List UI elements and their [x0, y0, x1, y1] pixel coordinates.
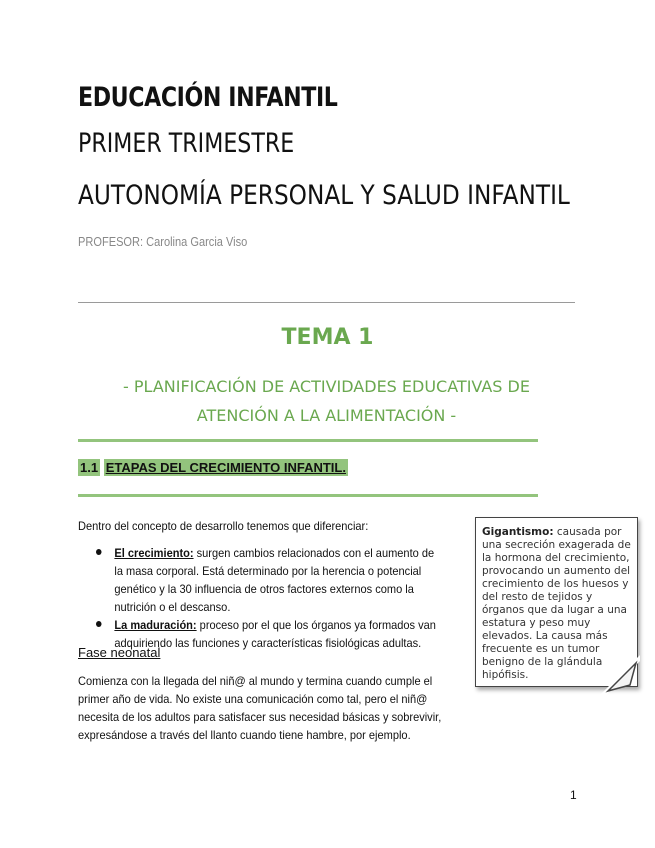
bullet-text: surgen cambios relacionados con el aumento de la masa corporal. Está determinado por la herencia o potencial genético y la 30 influencia de otros factores externos como la nutrición o el descanso. [114, 546, 435, 614]
bullet-term: La maduración: [114, 618, 197, 632]
green-divider-bottom [78, 494, 538, 497]
bullet-term: El crecimiento: [114, 546, 194, 560]
bullet-dot [96, 621, 102, 627]
subject-title: AUTONOMÍA PERSONAL Y SALUD INFANTIL [78, 180, 570, 211]
document-subtitle: PRIMER TRIMESTRE [78, 128, 295, 159]
bullet-dot [96, 549, 102, 555]
green-divider-top [78, 439, 538, 442]
fase-paragraph: Comienza con la llegada del niñ@ al mundo y termina cuando cumple el primer año de vida. No existe una comunicación como tal, pero el niñ@ necesita de los adultos para satisfacer sus necesidad básicas y sobrevivir, expresándose a través del llanto cuando tiene hambre, por ejemplo. [78, 674, 442, 742]
intro-paragraph: Dentro del concepto de desarrollo tenemos que diferenciar: [78, 519, 369, 533]
section-number: 1.1 [80, 460, 99, 475]
tema-title: TEMA 1 [281, 325, 374, 350]
list-item [96, 544, 446, 616]
tema-subtitle-line2: ATENCIÓN A LA ALIMENTACIÓN - [196, 406, 457, 425]
section-title: ETAPAS DEL CRECIMIENTO INFANTIL. [105, 460, 346, 475]
section-heading [78, 460, 348, 475]
professor-line: PROFESOR: Carolina Garcia Viso [78, 234, 248, 249]
note-text: causada por una secreción exagerada de la hormona del crecimiento, provocando un aumento del crecimiento de los huesos y del resto de tejidos y órganos que da lugar a una estatura y peso muy elevados. La causa más frecuente es un tumor benigno de la glándula hipófisis. [482, 526, 631, 681]
bullet-list [96, 544, 446, 652]
tema-subtitle-line1: - PLANIFICACIÓN DE ACTIVIDADES EDUCATIVAS DE [123, 377, 530, 396]
tema-subtitle [78, 372, 575, 430]
page-number: 1 [570, 788, 577, 802]
note-term: Gigantismo: [482, 526, 554, 538]
document-title: EDUCACIÓN INFANTIL [78, 82, 338, 113]
page-curl-icon [600, 655, 640, 695]
header-divider [78, 302, 575, 303]
fase-heading: Fase neonatal [78, 645, 161, 660]
bullet-text: proceso por el que los órganos ya formados van adquiriendo las funciones y características fisiológicas adultas. [114, 618, 436, 650]
